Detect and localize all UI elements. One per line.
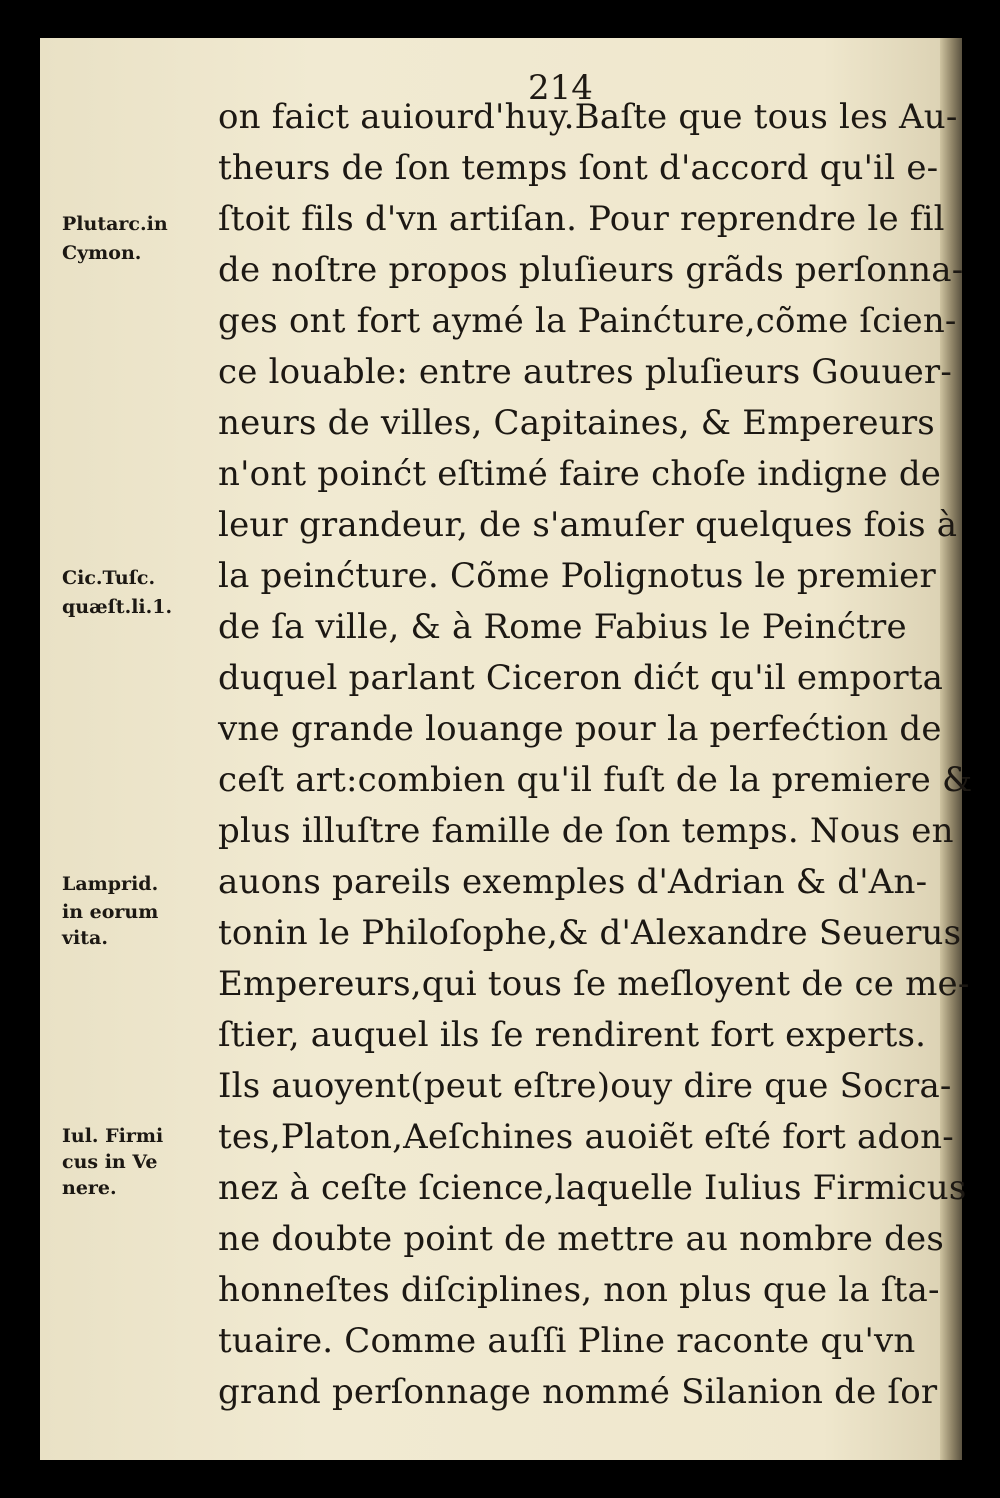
text-line-16: auons pareils exemples d'Adrian & d'An- — [218, 862, 928, 902]
text-line-20: Ils auoyent(peut eſtre)ouy dire que Socra- — [218, 1066, 952, 1106]
text-line-13: vne grande louange pour la perfećtion de — [218, 709, 942, 749]
text-line-23: ne doubte point de mettre au nombre des — [218, 1219, 945, 1259]
text-line-3: ſtoit fils d'vn artiſan. Pour reprendre le fil — [218, 199, 945, 239]
margin-note-cymon: Cymon. — [62, 242, 142, 264]
text-line-5: ges ont fort aymé la Painćture,cõme ſcien- — [218, 301, 957, 341]
text-line-26: grand perſonnage nommé Silanion de ſor — [218, 1372, 938, 1412]
text-line-1: on faict auiourd'huy.Baſte que tous les Au- — [218, 97, 958, 137]
text-line-17: tonin le Philoſophe,& d'Alexandre Seuerus — [218, 913, 962, 953]
text-line-19: ſtier, auquel ils ſe rendirent fort experts. — [218, 1015, 927, 1055]
book-page — [40, 38, 973, 1460]
text-line-15: plus illuſtre famille de ſon temps. Nous en — [218, 811, 954, 851]
margin-note-in-eorum: in eorum — [62, 901, 159, 923]
margin-note-quaest: quæſt.li.1. — [62, 596, 173, 618]
page-number: 214 — [528, 68, 593, 108]
margin-note-lamprid: Lamprid. — [62, 873, 159, 895]
text-line-10: la peinćture. Cõme Polignotus le premier — [218, 556, 936, 596]
text-line-11: de ſa ville, & à Rome Fabius le Peinćtre — [218, 607, 907, 647]
text-line-7: neurs de villes, Capitaines, & Empereurs — [218, 403, 935, 443]
text-line-25: tuaire. Comme auſſi Pline raconte qu'vn — [218, 1321, 916, 1361]
margin-note-cicero: Cic.Tuſc. — [62, 567, 156, 589]
text-line-21: tes,Platon,Aeſchines auoiẽt eſté fort adon- — [218, 1117, 954, 1157]
text-line-9: leur grandeur, de s'amuſer quelques fois à — [218, 505, 958, 545]
margin-note-vita: vita. — [62, 927, 108, 949]
margin-note-plutarch: Plutarc.in — [62, 213, 168, 235]
text-line-6: ce louable: entre autres pluſieurs Gouuer- — [218, 352, 953, 392]
text-line-24: honneſtes diſciplines, non plus que la ſta- — [218, 1270, 940, 1310]
margin-note-nere: nere. — [62, 1177, 117, 1199]
text-line-14: ceſt art:combien qu'il fuſt de la premiere & — [218, 760, 973, 800]
margin-note-firmicus: Iul. Firmi — [62, 1125, 164, 1147]
text-line-2: theurs de ſon temps ſont d'accord qu'il e- — [218, 148, 939, 188]
text-line-4: de noſtre propos pluſieurs grãds perſonna- — [218, 250, 964, 290]
text-line-22: nez à ceſte ſcience,laquelle Iulius Firmicus — [218, 1168, 967, 1208]
text-line-12: duquel parlant Ciceron dićt qu'il emporta — [218, 658, 944, 698]
margin-note-cus-in-ve: cus in Ve — [62, 1151, 158, 1173]
text-line-18: Empereurs,qui tous ſe meſloyent de ce me- — [218, 964, 970, 1004]
text-line-8: n'ont poinćt eſtimé faire choſe indigne de — [218, 454, 942, 494]
